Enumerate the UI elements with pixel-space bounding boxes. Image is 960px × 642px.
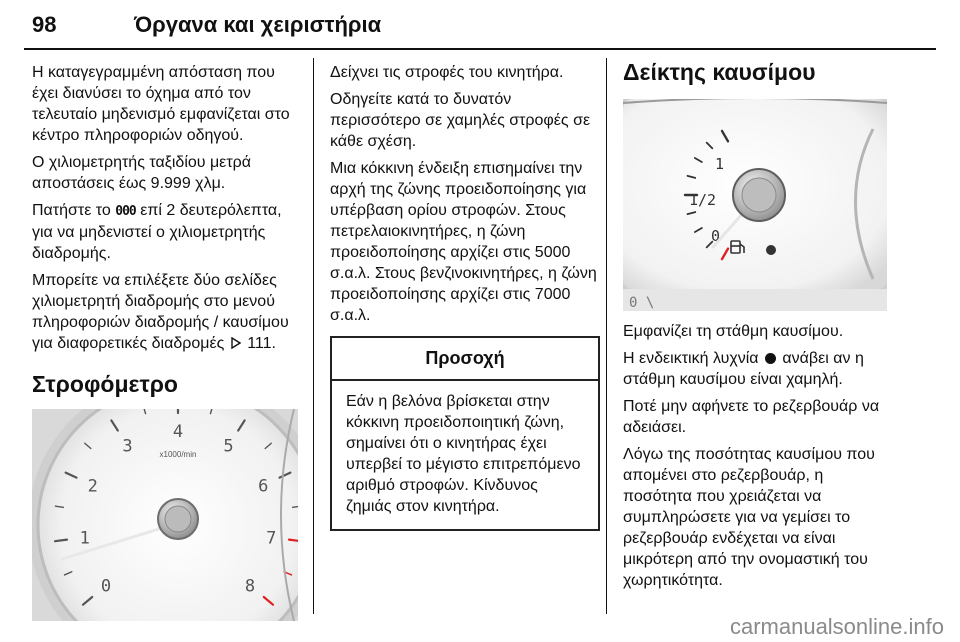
paragraph: Οδηγείτε κατά το δυνατόν περισσότερο σε χαμηλές στροφές σε κάθε σχέση. [330,91,591,150]
paragraph-text: επί 2 δευτερόλεπτα, για να μηδενιστεί ο χιλιομετρητής διαδρομής. [32,202,282,262]
fuel-gauge-photo [623,99,887,311]
fuel-empty-label: 0 [711,227,721,245]
tachometer-tick-label: 5 [223,436,234,457]
tachometer-tick-label: 0 [100,576,112,597]
page-reference-link[interactable]: 111. [247,335,276,352]
low-fuel-warning-light-icon [765,353,776,364]
column-odometer [32,62,300,621]
column-fuel-gauge [623,59,891,597]
page-header [24,4,936,50]
tachometer-photo [32,409,298,621]
paragraph-text: ανάβει αν η στάθμη καυσίμου είναι χαμηλή. [623,350,864,388]
section-heading-fuel-gauge: Δείκτης καυσίμου [623,59,816,85]
tachometer-tick-label: 3 [122,436,133,457]
tachometer-tick-label: 8 [244,576,256,597]
caution-title: Προσοχή [332,338,598,381]
paragraph: Δείχνει τις στροφές του κινητήρα. [330,64,564,81]
paragraph: Ο χιλιομετρητής ταξιδίου μετρά αποστάσεις έως 9.999 χλμ. [32,154,251,192]
paragraph: Ποτέ μην αφήνετε το ρεζερβουάρ να αδειάσει. [623,398,880,436]
fuel-half-label: 1/2 [689,191,717,209]
column-divider [313,58,314,614]
caution-text: Εάν η βελόνα βρίσκεται στην κόκκινη προειδοποιητική ζώνη, σημαίνει ότι ο κινητήρας έχει υπερβεί το μέγιστο επιτρεπόμενο αριθμό στροφών. Κίνδυνος ζημιάς στον κινητήρα. [346,393,581,515]
odometer-reset-button-icon: 000 [115,204,136,219]
fuel-bottom-partial-label: 0 \ [629,295,655,311]
paragraph [623,348,891,390]
watermark: carmanualsonline.info [729,614,944,639]
tachometer-tick-label: 7 [266,528,277,549]
tachometer-tick-label: 2 [87,476,98,497]
fuel-full-label: 1 [715,155,725,173]
tachometer-tick-label: 1 [79,528,90,549]
paragraph: Η καταγεγραμμένη απόσταση που έχει διανύσει το όχημα από τον τελευταίο μηδενισμό εμφανίζεται στο κέντρο πληροφοριών οδηγού. [32,64,290,144]
paragraph [32,270,300,354]
tachometer-tick-label: 6 [258,476,269,497]
column-divider [606,58,607,614]
tachometer-unit-label: x1000/min [159,450,197,459]
page-title: Όργανα και χειριστήρια [134,12,382,37]
column-tachometer-text [330,62,600,531]
section-heading-tachometer: Στροφόμετρο [32,371,178,397]
paragraph-text: Πατήστε το [32,202,111,219]
caution-box [330,336,600,531]
tachometer-major-tick [55,540,67,542]
low-fuel-indicator-icon [766,245,776,255]
page-number: 98 [32,12,57,37]
page-reference-icon [231,337,241,349]
paragraph-text: Η ενδεικτική λυχνία [623,350,759,367]
paragraph: Εμφανίζει τη στάθμη καυσίμου. [623,323,844,340]
paragraph: Λόγω της ποσότητας καυσίμου που απομένει στο ρεζερβουάρ, η ποσότητα που χρειάζεται να συμπληρώσετε για να γεμίσει το ρεζερβουάρ ενδέχεται να είναι μικρότερη από την ονομαστική του χωρητικότητα. [623,446,875,589]
paragraph-text: Μπορείτε να επιλέξετε δύο σελίδες χιλιομετρητή διαδρομής στο μενού πληροφοριών διαδρομής / καυσίμου για διαφορετικές διαδρομές [32,272,289,352]
paragraph: Μια κόκκινη ένδειξη επισημαίνει την αρχή της ζώνης προειδοποίησης για υπέρβαση ορίου στροφών. Στους πετρελαιοκινητήρες, η ζώνη προειδοποίησης αρχίζει στις 5000 σ.α.λ. Στους βενζινοκινητήρες, η ζώνη προειδοποίησης αρχίζει στις 7000 σ.α.λ. [330,160,597,324]
paragraph [32,200,300,264]
tachometer-tick-label: 4 [172,422,184,442]
